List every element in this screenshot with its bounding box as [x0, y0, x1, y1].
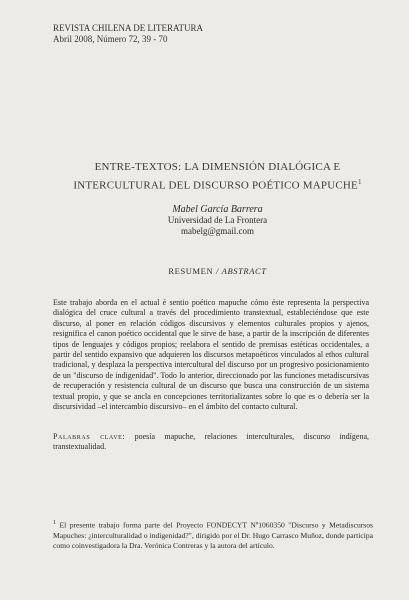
abstract-body: Este trabajo aborda en el actual é sentio poético mapuche cómo éste representa la perspectiva dialógica del cruce cultural a través del procedimiento transtextual, estableciéndose que este discurso, al poner en relación códigos discursivos y elementos culturales propios y ajenos, resignifica el canon poético occidental que le sirve de base, a partir de la inscripción de diferentes tipos de lenguajes y códigos propios; reelabora el sentido de premisas estéticas occidentales, a partir del sentido expansivo que adquieren los discursos metapoéticos vinculados al ethos cultural tradicional, y desplaza la perspectiva intercultural del discurso por un progresivo posicionamiento de un "discurso de indigenidad". Todo lo anterior, direccionado por las funciones metadiscursivas de recuperación y resistencia cultural de un discurso que busca una construcción de un sistema textual propio, y que se ancla en concepciones territorializantes sobre lo que es o debería ser la discursividad –el intercambio discursivo– en el ámbito del contacto cultural.	[53, 298, 369, 412]
title-line-2: INTERCULTURAL DEL DISCURSO POÉTICO MAPUCHE$^1$	[73, 178, 362, 192]
journal-issue: Abril 2008, Número 72, 39 - 70	[53, 34, 168, 44]
article-title	[40, 160, 395, 194]
keywords-text: poesía mapuche, relaciones interculturales, discurso indígena, transtextualidad.	[53, 432, 369, 452]
footnote	[53, 518, 373, 551]
footnote-text: El presente trabajo forma parte del Proyecto FONDECYT Nº1060350 "Discurso y Metadiscursos Mapuches: ¿interculturalidad o indigenidad?", dirigido por el Dr. Hugo Carrasco Muñoz, donde participa como coinvestigadora la Dra. Verónica Contreras y la autora del artículo.	[53, 520, 373, 550]
keywords-label: Palabras clave:	[53, 432, 126, 441]
author-email: mabelg@gmail.com	[180, 226, 255, 236]
author-affiliation: Universidad de La Frontera	[167, 215, 268, 225]
title-footnote-mark: 1	[357, 178, 362, 186]
author-block	[40, 204, 395, 237]
footnote-mark: 1	[53, 520, 56, 526]
abstract-heading: RESUMEN / ABSTRACT	[168, 266, 267, 276]
title-line-1: ENTRE-TEXTOS: LA DIMENSIÓN DIALÓGICA E	[94, 161, 341, 173]
keywords	[53, 432, 369, 453]
journal-name: REVISTA CHILENA DE LITERATURA	[53, 23, 204, 33]
author-name: Mabel García Barrera	[172, 204, 263, 215]
journal-header	[53, 23, 203, 45]
